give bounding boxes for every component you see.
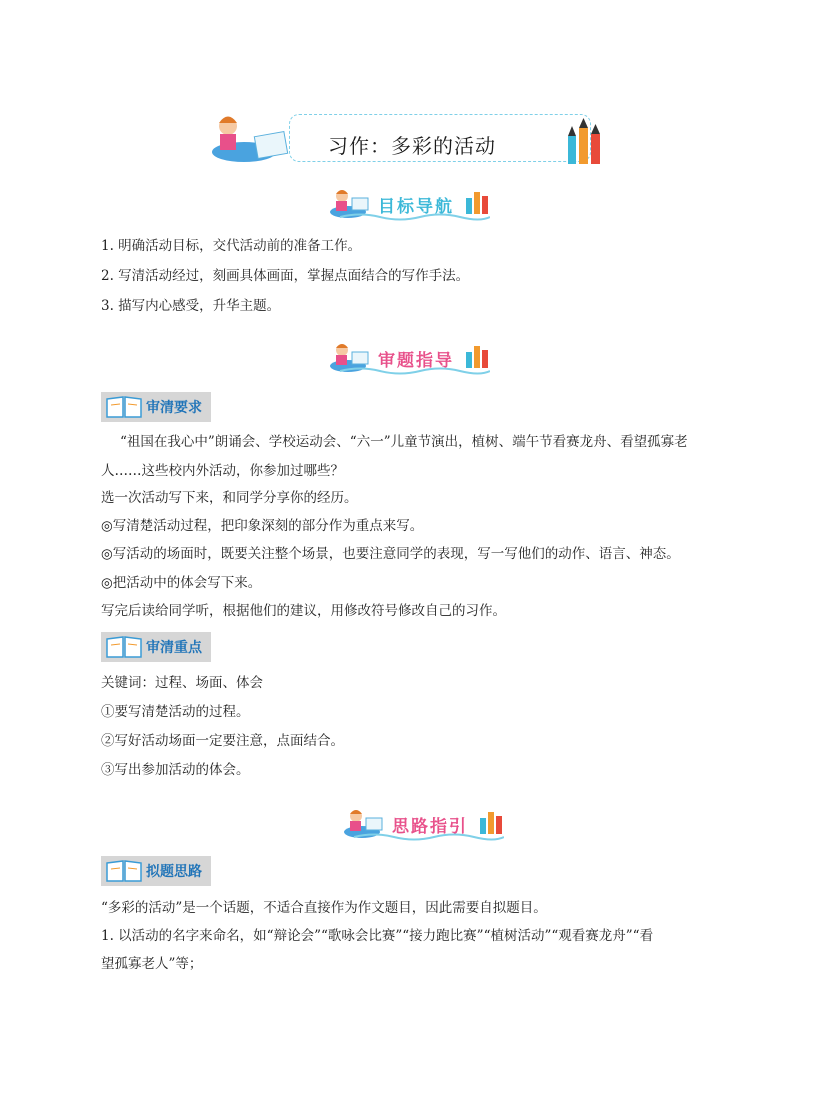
subhead-titling — [101, 856, 211, 886]
section-title-goal: 目标导航 — [378, 197, 454, 217]
subhead-requirements — [101, 392, 211, 422]
open-book-icon — [105, 859, 143, 883]
paragraph: 写完后读给同学听，根据他们的建议，用修改符号修改自己的习作。 — [101, 603, 506, 619]
paragraph: 人……这些校内外活动，你参加过哪些？ — [101, 463, 344, 479]
bullet-item: ◎写活动的场面时，既要关注整个场景，也要注意同学的表现，写一写他们的动作、语言、神态。 — [101, 546, 680, 562]
goal-item: 2. 写清活动经过，刻画具体画面，掌握点面结合的写作手法。 — [101, 268, 470, 284]
wave-decoration — [340, 366, 490, 376]
section-banner-review — [326, 340, 506, 376]
pencils-icon — [566, 118, 606, 166]
subhead-keypoints — [101, 632, 211, 662]
paragraph: 关键词：过程、场面、体会 — [101, 675, 263, 691]
page-title: 习作：多彩的活动 — [328, 134, 496, 158]
wave-decoration — [340, 212, 490, 222]
open-book-icon — [105, 635, 143, 659]
subhead-label: 审清要求 — [146, 400, 202, 416]
bullet-item: ◎把活动中的体会写下来。 — [101, 575, 262, 591]
list-item: ②写好活动场面一定要注意，点面结合。 — [101, 733, 344, 749]
title-banner — [206, 106, 606, 166]
wave-decoration — [354, 832, 504, 842]
subhead-label: 审清重点 — [146, 640, 202, 656]
paragraph: 1. 以活动的名字来命名，如“辩论会”“歌咏会比赛”“接力跑比赛”“植树活动”“观看赛龙舟”“看 — [101, 928, 654, 944]
girl-reading-icon — [206, 106, 296, 166]
list-item: ③写出参加活动的体会。 — [101, 762, 250, 778]
list-item: ①要写清楚活动的过程。 — [101, 704, 250, 720]
bullet-item: ◎写清楚活动过程，把印象深刻的部分作为重点来写。 — [101, 518, 424, 534]
subhead-label: 拟题思路 — [146, 864, 202, 880]
section-banner-goal — [326, 186, 506, 222]
section-title-review: 审题指导 — [378, 351, 454, 371]
section-banner-idea — [340, 806, 520, 842]
open-book-icon — [105, 395, 143, 419]
paragraph: “祖国在我心中”朗诵会、学校运动会、“六一”儿童节演出，植树、端午节看赛龙舟、看望孤寡老 — [120, 434, 688, 450]
goal-item: 1. 明确活动目标，交代活动前的准备工作。 — [101, 238, 362, 254]
paragraph: 望孤寡老人”等； — [101, 956, 203, 972]
paragraph: 选一次活动写下来，和同学分享你的经历。 — [101, 490, 358, 506]
paragraph: “多彩的活动”是一个话题，不适合直接作为作文题目，因此需要自拟题目。 — [101, 900, 547, 916]
section-title-idea: 思路指引 — [392, 817, 468, 837]
goal-item: 3. 描写内心感受，升华主题。 — [101, 298, 281, 314]
